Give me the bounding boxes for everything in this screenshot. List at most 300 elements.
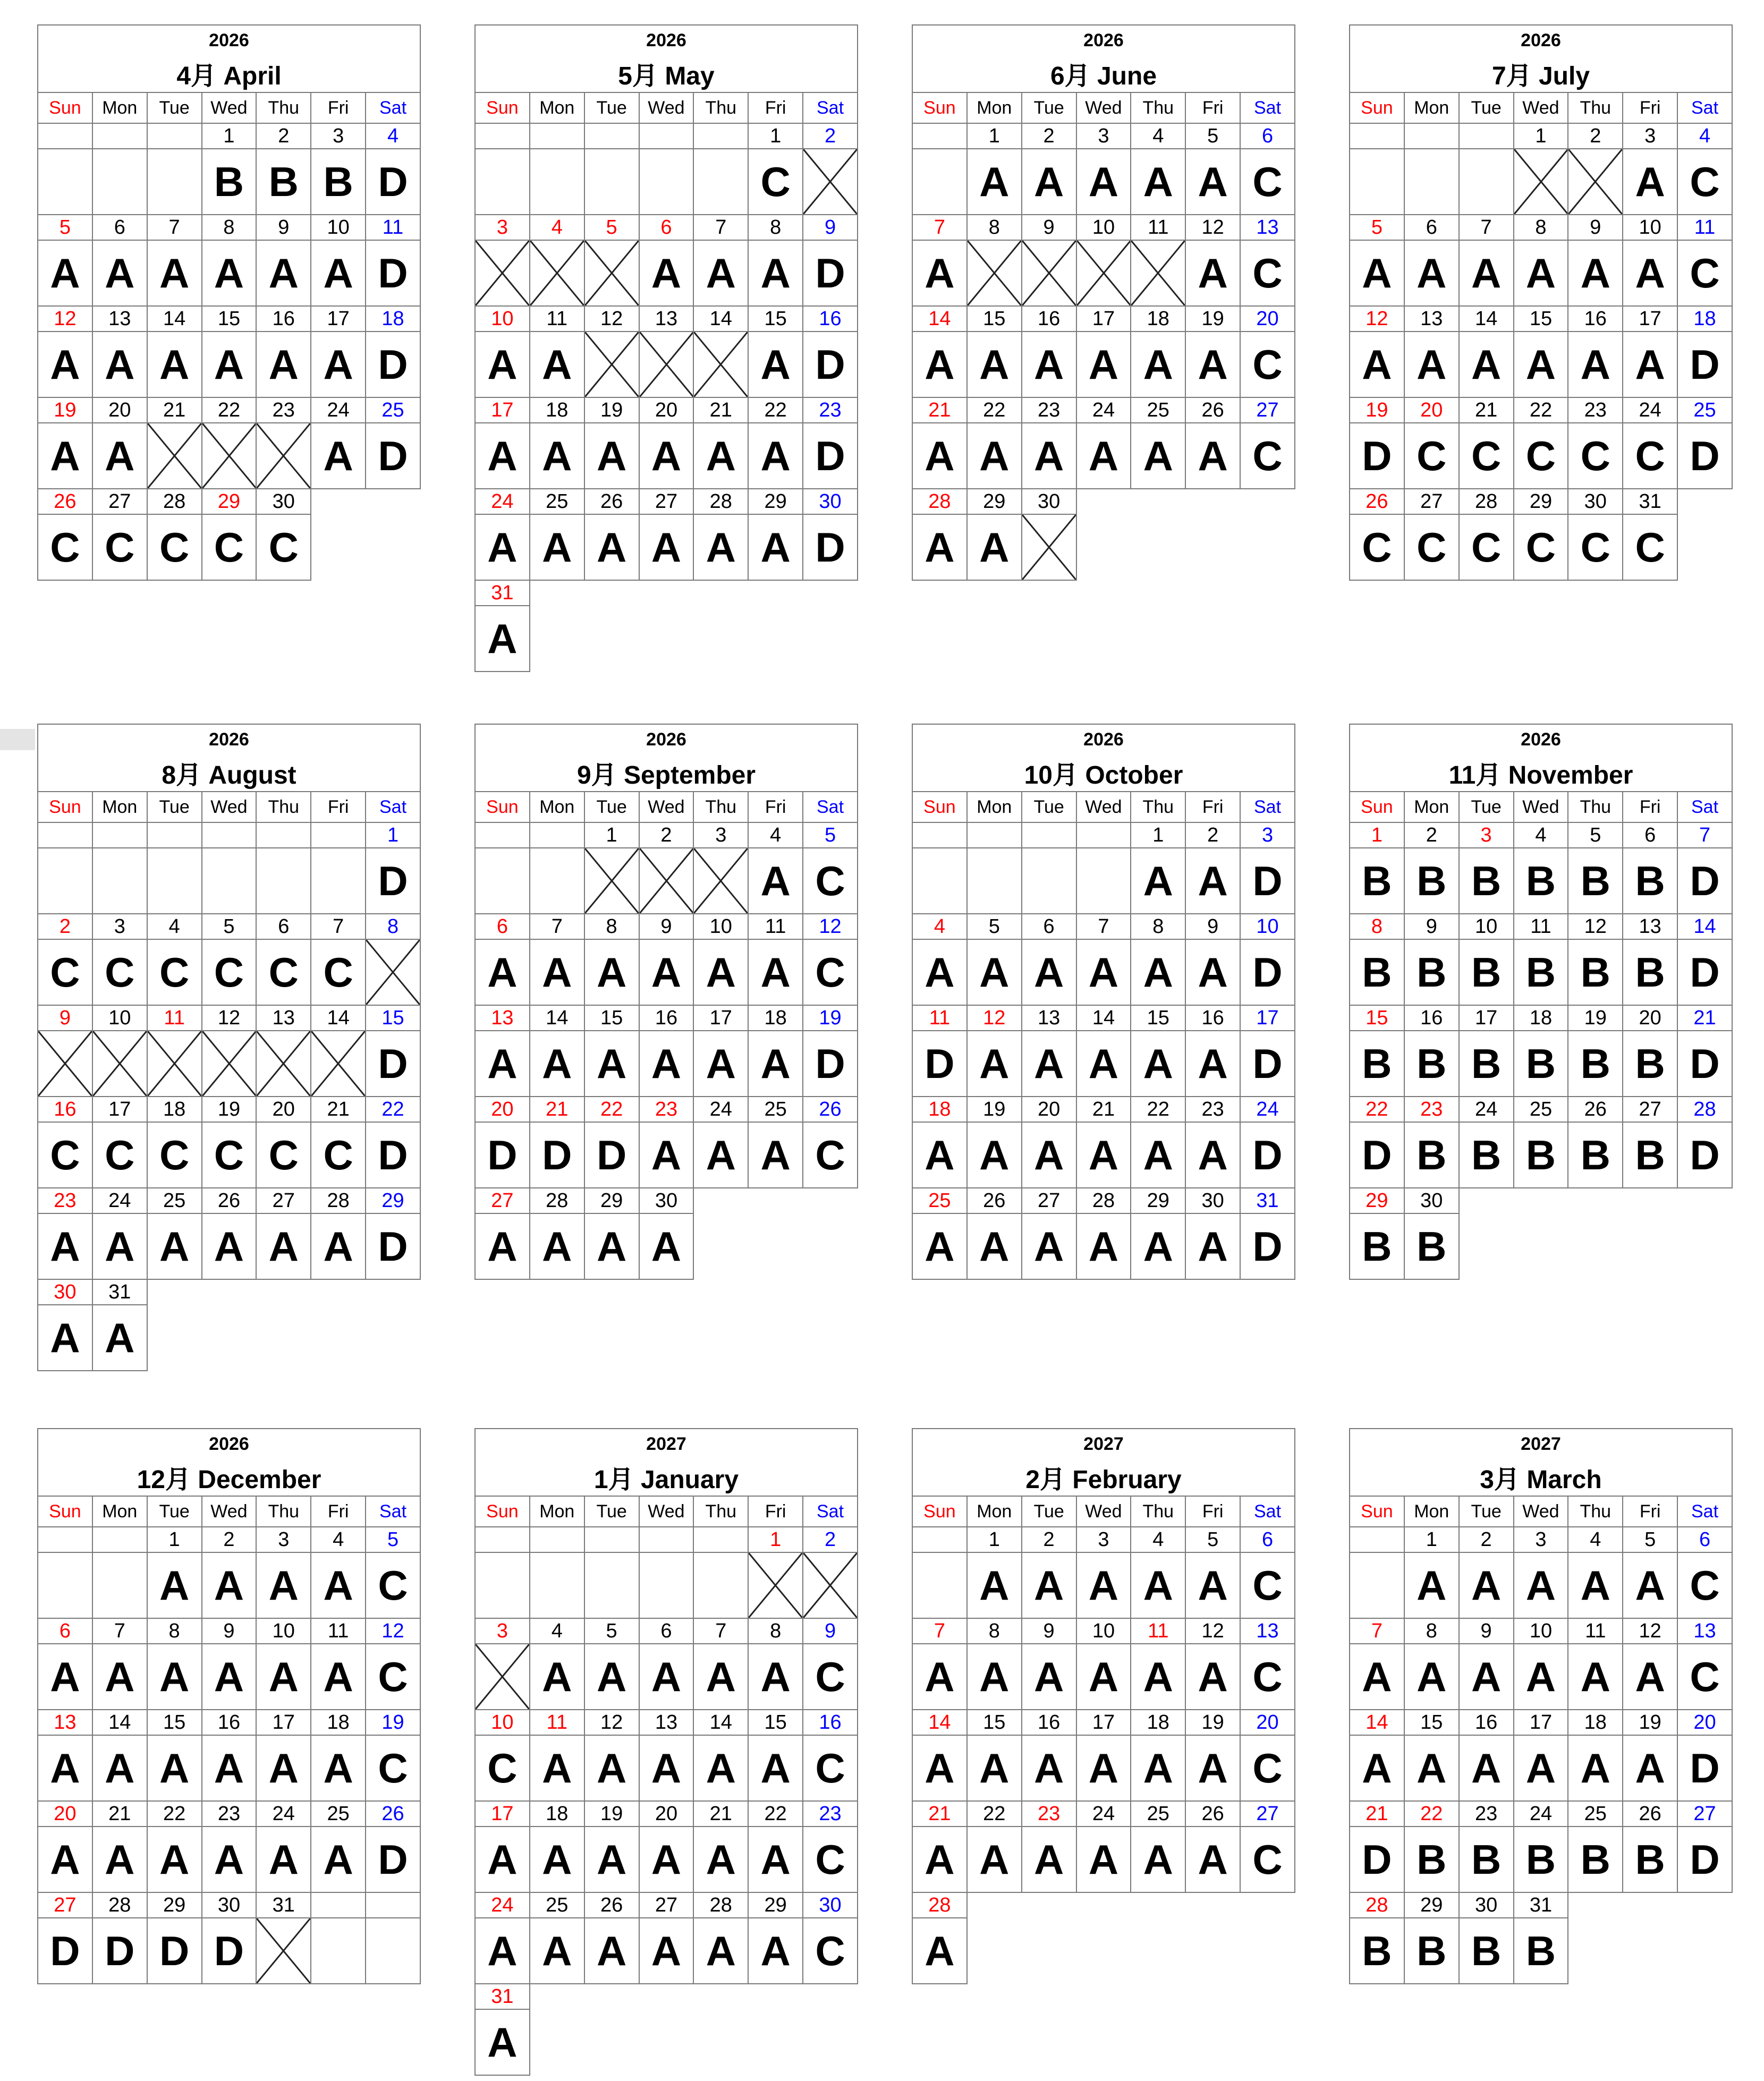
day-number: 26 bbox=[38, 489, 92, 514]
day-schedule-code: A bbox=[1022, 423, 1076, 489]
empty-slot bbox=[967, 1892, 1022, 1918]
day-number: 27 bbox=[38, 1892, 92, 1918]
day-number: 10 bbox=[1076, 1618, 1131, 1644]
day-number bbox=[475, 1527, 530, 1552]
weekday-header: Thu bbox=[693, 1496, 748, 1527]
day-schedule-code: A bbox=[256, 1735, 311, 1801]
day-number: 2 bbox=[1404, 822, 1459, 848]
weekday-header: Sat bbox=[1677, 1496, 1732, 1527]
day-number: 21 bbox=[1677, 1005, 1732, 1031]
day-number: 1 bbox=[1404, 1527, 1459, 1552]
day-number: 24 bbox=[1240, 1097, 1295, 1122]
day-number: 15 bbox=[366, 1005, 420, 1031]
month-title: 5月 May bbox=[475, 55, 858, 92]
day-schedule-code: A bbox=[639, 1918, 694, 1984]
empty-slot bbox=[366, 514, 420, 580]
day-schedule-code: A bbox=[530, 423, 584, 489]
day-schedule-code: A bbox=[1131, 1213, 1185, 1279]
day-number: 25 bbox=[1677, 397, 1732, 423]
day-number: 28 bbox=[1459, 489, 1514, 514]
weekday-header: Tue bbox=[584, 1496, 639, 1527]
day-schedule-code: A bbox=[584, 1735, 639, 1801]
day-number: 23 bbox=[1185, 1097, 1240, 1122]
weekday-header: Thu bbox=[1568, 1496, 1623, 1527]
day-schedule-code: A bbox=[639, 514, 694, 580]
day-number: 26 bbox=[366, 1801, 420, 1827]
day-schedule-code: A bbox=[1404, 1644, 1459, 1710]
day-schedule-code bbox=[584, 149, 639, 215]
day-number: 2 bbox=[803, 123, 858, 149]
day-number: 24 bbox=[693, 1097, 748, 1122]
day-number: 2 bbox=[1022, 1527, 1076, 1552]
day-schedule-code bbox=[475, 1552, 530, 1618]
day-number: 28 bbox=[1350, 1892, 1404, 1918]
weekday-header: Sun bbox=[1350, 792, 1404, 822]
cross-icon bbox=[148, 423, 201, 488]
day-number: 31 bbox=[475, 580, 530, 606]
day-schedule-code: A bbox=[256, 1213, 311, 1279]
day-schedule-code: D bbox=[803, 240, 858, 306]
day-number: 25 bbox=[748, 1097, 803, 1122]
day-number: 12 bbox=[202, 1005, 257, 1031]
day-schedule-code: A bbox=[693, 514, 748, 580]
day-number: 1 bbox=[1350, 822, 1404, 848]
day-number: 3 bbox=[1240, 822, 1295, 848]
cross-icon bbox=[803, 1553, 857, 1618]
empty-slot bbox=[803, 1213, 858, 1279]
day-number: 16 bbox=[1404, 1005, 1459, 1031]
day-number: 12 bbox=[584, 306, 639, 332]
day-schedule-code: A bbox=[1185, 939, 1240, 1005]
day-number: 30 bbox=[1022, 489, 1076, 514]
empty-slot bbox=[967, 1918, 1022, 1984]
day-schedule-code: A bbox=[530, 1735, 584, 1801]
month-year: 2026 bbox=[1350, 25, 1732, 55]
row-header-marker bbox=[0, 729, 35, 750]
weekday-header: Fri bbox=[1623, 1496, 1677, 1527]
day-schedule-code: C bbox=[1459, 423, 1514, 489]
day-number: 10 bbox=[1076, 215, 1131, 240]
day-number: 11 bbox=[912, 1005, 967, 1031]
day-number: 15 bbox=[202, 306, 257, 332]
cross-icon bbox=[1514, 149, 1568, 214]
day-schedule-code: A bbox=[967, 939, 1022, 1005]
weekday-header: Fri bbox=[1623, 92, 1677, 123]
day-schedule-code: A bbox=[639, 1827, 694, 1892]
empty-slot bbox=[1240, 1892, 1295, 1918]
day-schedule-code bbox=[967, 848, 1022, 914]
day-schedule-code: A bbox=[584, 1031, 639, 1097]
weekday-header: Thu bbox=[1568, 92, 1623, 123]
closed-day-cross bbox=[1022, 240, 1076, 306]
day-number: 31 bbox=[92, 1279, 147, 1305]
day-number bbox=[92, 1527, 147, 1552]
day-schedule-code bbox=[475, 149, 530, 215]
day-number: 9 bbox=[202, 1618, 257, 1644]
weekday-header: Tue bbox=[1459, 792, 1514, 822]
day-number: 27 bbox=[92, 489, 147, 514]
day-schedule-code: D bbox=[1677, 332, 1732, 397]
day-schedule-code: D bbox=[530, 1122, 584, 1188]
day-number: 19 bbox=[1568, 1005, 1623, 1031]
day-number: 5 bbox=[1185, 123, 1240, 149]
day-number: 28 bbox=[693, 1892, 748, 1918]
day-schedule-code: A bbox=[748, 1644, 803, 1710]
day-number bbox=[92, 123, 147, 149]
day-number: 6 bbox=[1240, 123, 1295, 149]
day-number: 7 bbox=[912, 1618, 967, 1644]
weekday-header: Tue bbox=[147, 92, 202, 123]
day-schedule-code: A bbox=[1568, 1735, 1623, 1801]
day-number: 24 bbox=[1459, 1097, 1514, 1122]
day-number: 1 bbox=[366, 822, 420, 848]
day-number: 14 bbox=[1459, 306, 1514, 332]
weekday-header: Wed bbox=[1514, 792, 1568, 822]
day-number: 15 bbox=[1514, 306, 1568, 332]
day-schedule-code: B bbox=[1404, 1031, 1459, 1097]
month-calendar bbox=[474, 24, 857, 672]
day-number: 20 bbox=[475, 1097, 530, 1122]
cross-icon bbox=[1022, 515, 1076, 580]
day-number: 28 bbox=[912, 489, 967, 514]
day-number bbox=[147, 822, 202, 848]
month-title: 3月 March bbox=[1350, 1459, 1732, 1496]
day-number: 22 bbox=[1404, 1801, 1459, 1827]
day-number: 26 bbox=[967, 1188, 1022, 1213]
day-number: 16 bbox=[803, 306, 858, 332]
day-schedule-code: A bbox=[147, 1827, 202, 1892]
weekday-header: Sun bbox=[475, 792, 530, 822]
day-schedule-code: A bbox=[1185, 423, 1240, 489]
day-number: 16 bbox=[202, 1710, 257, 1735]
day-schedule-code bbox=[912, 149, 967, 215]
weekday-header: Thu bbox=[1568, 792, 1623, 822]
empty-slot bbox=[639, 1984, 694, 2009]
day-number bbox=[1404, 123, 1459, 149]
day-number: 10 bbox=[475, 306, 530, 332]
day-number: 28 bbox=[92, 1892, 147, 1918]
day-number: 31 bbox=[475, 1984, 530, 2009]
month-year: 2026 bbox=[38, 25, 420, 55]
day-number: 26 bbox=[202, 1188, 257, 1213]
day-number: 23 bbox=[202, 1801, 257, 1827]
day-schedule-code: A bbox=[1514, 1644, 1568, 1710]
day-schedule-code: D bbox=[584, 1122, 639, 1188]
day-schedule-code bbox=[92, 848, 147, 914]
day-schedule-code: A bbox=[311, 332, 366, 397]
weekday-header: Mon bbox=[530, 1496, 584, 1527]
day-schedule-code: C bbox=[147, 939, 202, 1005]
day-number: 17 bbox=[256, 1710, 311, 1735]
day-schedule-code bbox=[202, 848, 257, 914]
day-schedule-code: D bbox=[803, 1031, 858, 1097]
closed-day-cross bbox=[1131, 240, 1185, 306]
day-number: 19 bbox=[1185, 306, 1240, 332]
day-schedule-code: A bbox=[311, 1644, 366, 1710]
day-schedule-code: B bbox=[1459, 1122, 1514, 1188]
day-number: 9 bbox=[1022, 1618, 1076, 1644]
weekday-header: Mon bbox=[967, 792, 1022, 822]
day-number: 19 bbox=[967, 1097, 1022, 1122]
day-number: 8 bbox=[584, 914, 639, 939]
day-number: 10 bbox=[1514, 1618, 1568, 1644]
cross-icon bbox=[530, 241, 584, 305]
day-schedule-code: A bbox=[202, 1552, 257, 1618]
empty-slot bbox=[748, 1213, 803, 1279]
day-number: 6 bbox=[1022, 914, 1076, 939]
day-number: 18 bbox=[1568, 1710, 1623, 1735]
day-schedule-code: C bbox=[803, 1644, 858, 1710]
day-schedule-code: A bbox=[1131, 1122, 1185, 1188]
day-schedule-code: A bbox=[967, 1827, 1022, 1892]
weekday-header: Wed bbox=[202, 92, 257, 123]
empty-slot bbox=[1677, 1892, 1732, 1918]
day-schedule-code: A bbox=[584, 1644, 639, 1710]
closed-day-cross bbox=[256, 1031, 311, 1097]
day-number: 30 bbox=[38, 1279, 92, 1305]
day-number: 15 bbox=[748, 1710, 803, 1735]
empty-slot bbox=[693, 2009, 748, 2075]
day-number: 15 bbox=[748, 306, 803, 332]
day-schedule-code: D bbox=[1240, 939, 1295, 1005]
day-number: 5 bbox=[202, 914, 257, 939]
day-number: 31 bbox=[256, 1892, 311, 1918]
day-schedule-code: A bbox=[693, 939, 748, 1005]
day-schedule-code: A bbox=[967, 1213, 1022, 1279]
day-schedule-code: A bbox=[1131, 1644, 1185, 1710]
day-schedule-code: A bbox=[1185, 1644, 1240, 1710]
day-number: 25 bbox=[530, 1892, 584, 1918]
day-schedule-code bbox=[639, 149, 694, 215]
day-schedule-code bbox=[912, 848, 967, 914]
day-schedule-code: A bbox=[967, 332, 1022, 397]
day-schedule-code: A bbox=[92, 423, 147, 489]
day-number bbox=[1459, 123, 1514, 149]
day-schedule-code bbox=[1350, 1552, 1404, 1618]
day-schedule-code: B bbox=[1404, 1213, 1459, 1279]
empty-slot bbox=[311, 1279, 366, 1305]
day-number: 27 bbox=[1022, 1188, 1076, 1213]
day-schedule-code: A bbox=[639, 1213, 694, 1279]
day-number: 12 bbox=[1185, 1618, 1240, 1644]
day-number bbox=[530, 822, 584, 848]
day-number: 11 bbox=[748, 914, 803, 939]
day-number: 9 bbox=[1568, 215, 1623, 240]
day-number bbox=[584, 123, 639, 149]
day-number: 17 bbox=[311, 306, 366, 332]
weekday-header: Fri bbox=[311, 92, 366, 123]
day-number bbox=[912, 123, 967, 149]
cross-icon bbox=[585, 848, 639, 913]
day-number: 23 bbox=[1568, 397, 1623, 423]
day-number: 5 bbox=[803, 822, 858, 848]
day-schedule-code: A bbox=[1623, 1735, 1677, 1801]
weekday-header: Sun bbox=[912, 92, 967, 123]
day-number: 11 bbox=[1131, 215, 1185, 240]
empty-slot bbox=[1568, 1892, 1623, 1918]
day-schedule-code: A bbox=[912, 1213, 967, 1279]
weekday-header: Sun bbox=[38, 792, 92, 822]
month-calendar bbox=[1349, 24, 1732, 581]
day-number: 7 bbox=[693, 1618, 748, 1644]
day-schedule-code: C bbox=[202, 1122, 257, 1188]
day-number: 17 bbox=[1514, 1710, 1568, 1735]
day-schedule-code: A bbox=[1514, 332, 1568, 397]
day-schedule-code: A bbox=[1404, 240, 1459, 306]
day-number: 14 bbox=[530, 1005, 584, 1031]
day-number: 17 bbox=[92, 1097, 147, 1122]
cross-icon bbox=[694, 332, 748, 397]
day-schedule-code: A bbox=[92, 1735, 147, 1801]
day-number: 25 bbox=[1568, 1801, 1623, 1827]
day-number bbox=[311, 1892, 366, 1918]
day-schedule-code: A bbox=[748, 1735, 803, 1801]
empty-slot bbox=[1568, 1188, 1623, 1213]
day-number: 30 bbox=[803, 1892, 858, 1918]
day-number: 14 bbox=[147, 306, 202, 332]
day-schedule-code: C bbox=[38, 514, 92, 580]
day-number bbox=[693, 1527, 748, 1552]
day-schedule-code: D bbox=[1677, 1735, 1732, 1801]
day-schedule-code: A bbox=[530, 332, 584, 397]
day-number: 13 bbox=[639, 306, 694, 332]
day-schedule-code: D bbox=[803, 332, 858, 397]
day-schedule-code: C bbox=[1404, 423, 1459, 489]
empty-slot bbox=[1240, 1918, 1295, 1984]
month-title: 2月 February bbox=[912, 1459, 1295, 1496]
day-schedule-code: C bbox=[1240, 1735, 1295, 1801]
empty-slot bbox=[147, 1279, 202, 1305]
day-number: 21 bbox=[147, 397, 202, 423]
day-number: 3 bbox=[1459, 822, 1514, 848]
weekday-header: Mon bbox=[1404, 792, 1459, 822]
day-number: 15 bbox=[967, 1710, 1022, 1735]
day-number: 24 bbox=[256, 1801, 311, 1827]
empty-slot bbox=[1076, 1918, 1131, 1984]
empty-slot bbox=[530, 580, 584, 606]
day-number: 26 bbox=[1185, 397, 1240, 423]
closed-day-cross bbox=[584, 332, 639, 397]
day-schedule-code: A bbox=[1623, 1552, 1677, 1618]
empty-slot bbox=[584, 2009, 639, 2075]
empty-slot bbox=[803, 1188, 858, 1213]
day-schedule-code: C bbox=[92, 1122, 147, 1188]
day-number: 7 bbox=[92, 1618, 147, 1644]
day-schedule-code: A bbox=[748, 1827, 803, 1892]
day-schedule-code: A bbox=[584, 1827, 639, 1892]
day-number: 7 bbox=[912, 215, 967, 240]
day-number: 8 bbox=[147, 1618, 202, 1644]
empty-slot bbox=[748, 1984, 803, 2009]
day-number: 27 bbox=[1677, 1801, 1732, 1827]
day-schedule-code: A bbox=[1131, 423, 1185, 489]
day-number: 21 bbox=[1350, 1801, 1404, 1827]
day-number: 11 bbox=[366, 215, 420, 240]
day-number: 28 bbox=[147, 489, 202, 514]
day-number: 14 bbox=[693, 306, 748, 332]
empty-slot bbox=[311, 514, 366, 580]
weekday-header: Mon bbox=[92, 792, 147, 822]
day-schedule-code: A bbox=[1185, 1213, 1240, 1279]
weekday-header: Sat bbox=[803, 92, 858, 123]
day-schedule-code: C bbox=[1677, 1644, 1732, 1710]
day-schedule-code: C bbox=[803, 1122, 858, 1188]
day-number: 22 bbox=[1131, 1097, 1185, 1122]
weekday-header: Sat bbox=[366, 92, 420, 123]
closed-day-cross bbox=[1514, 149, 1568, 215]
day-number: 18 bbox=[912, 1097, 967, 1122]
weekday-header: Tue bbox=[1459, 1496, 1514, 1527]
day-number: 4 bbox=[1131, 123, 1185, 149]
day-number: 1 bbox=[967, 123, 1022, 149]
day-number: 13 bbox=[1022, 1005, 1076, 1031]
day-number: 10 bbox=[1623, 215, 1677, 240]
closed-day-cross bbox=[311, 1031, 366, 1097]
day-schedule-code: B bbox=[1568, 1122, 1623, 1188]
day-number: 21 bbox=[1076, 1097, 1131, 1122]
day-number: 26 bbox=[1623, 1801, 1677, 1827]
day-schedule-code bbox=[38, 149, 92, 215]
day-number: 21 bbox=[92, 1801, 147, 1827]
day-schedule-code: A bbox=[1404, 1552, 1459, 1618]
day-schedule-code: A bbox=[1076, 1031, 1131, 1097]
empty-slot bbox=[1076, 489, 1131, 514]
day-schedule-code: A bbox=[912, 240, 967, 306]
month-year: 2026 bbox=[38, 724, 420, 754]
day-schedule-code: A bbox=[1623, 332, 1677, 397]
day-number: 9 bbox=[1459, 1618, 1514, 1644]
empty-slot bbox=[639, 606, 694, 672]
day-number: 16 bbox=[256, 306, 311, 332]
day-number: 2 bbox=[202, 1527, 257, 1552]
day-schedule-code: C bbox=[1677, 149, 1732, 215]
weekday-header: Wed bbox=[1076, 792, 1131, 822]
day-schedule-code: D bbox=[366, 1122, 420, 1188]
day-schedule-code: A bbox=[1022, 1552, 1076, 1618]
day-schedule-code: C bbox=[256, 939, 311, 1005]
day-number: 22 bbox=[584, 1097, 639, 1122]
day-number: 27 bbox=[475, 1188, 530, 1213]
month-calendar bbox=[912, 1428, 1294, 1984]
day-number: 20 bbox=[92, 397, 147, 423]
day-schedule-code: A bbox=[1459, 1735, 1514, 1801]
month-title: 11月 November bbox=[1350, 754, 1732, 792]
weekday-header: Sun bbox=[475, 1496, 530, 1527]
day-number: 2 bbox=[1022, 123, 1076, 149]
day-number: 6 bbox=[475, 914, 530, 939]
month-year: 2026 bbox=[912, 25, 1295, 55]
day-schedule-code: B bbox=[1404, 1122, 1459, 1188]
day-number: 1 bbox=[748, 1527, 803, 1552]
day-number: 23 bbox=[38, 1188, 92, 1213]
day-number: 4 bbox=[147, 914, 202, 939]
weekday-header: Sat bbox=[1677, 792, 1732, 822]
empty-slot bbox=[803, 580, 858, 606]
day-number: 3 bbox=[1514, 1527, 1568, 1552]
day-number: 21 bbox=[1459, 397, 1514, 423]
day-schedule-code: A bbox=[147, 332, 202, 397]
day-schedule-code: A bbox=[1185, 1122, 1240, 1188]
day-schedule-code: A bbox=[475, 2009, 530, 2075]
day-schedule-code: D bbox=[1677, 1827, 1732, 1892]
day-schedule-code: A bbox=[92, 332, 147, 397]
weekday-header: Sun bbox=[38, 92, 92, 123]
day-schedule-code: D bbox=[366, 1827, 420, 1892]
day-number: 11 bbox=[1131, 1618, 1185, 1644]
day-number: 19 bbox=[1350, 397, 1404, 423]
day-number: 23 bbox=[1459, 1801, 1514, 1827]
day-schedule-code: A bbox=[1131, 1827, 1185, 1892]
